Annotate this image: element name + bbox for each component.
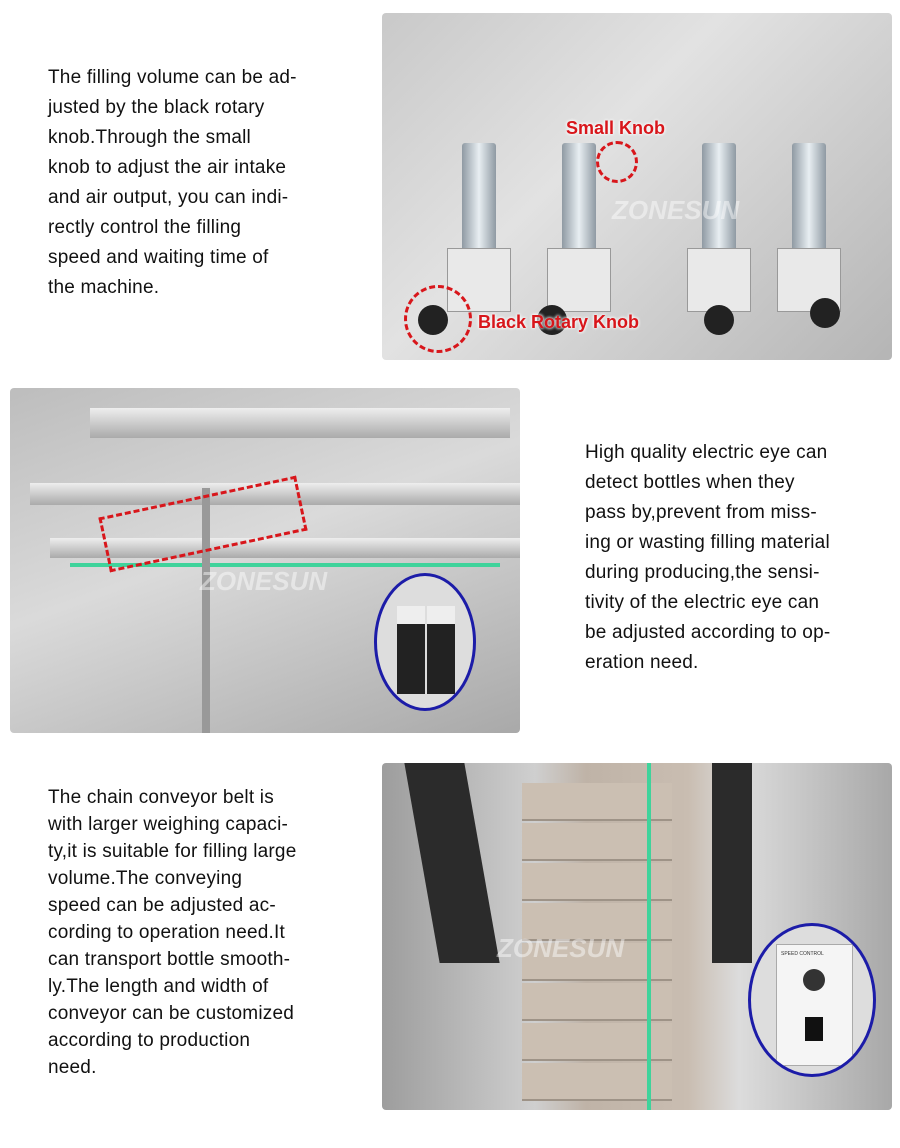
small-knob-label: Small Knob <box>566 118 666 138</box>
text-line: and air output, you can indi- <box>48 187 289 208</box>
speed-control-closeup <box>748 923 876 1077</box>
electric-eye-closeup <box>374 573 476 711</box>
text-line: volume.The conveying <box>48 868 243 889</box>
text-line: eration need. <box>585 652 699 673</box>
speed-dial <box>803 969 825 991</box>
electric-eye-description <box>585 438 830 678</box>
text-line: ty,it is suitable for filling large <box>48 841 297 862</box>
watermark: ZONESUN <box>612 195 740 225</box>
plate <box>687 248 751 312</box>
text-line: knob.Through the small <box>48 127 251 148</box>
electric-eye-photo <box>10 388 520 733</box>
text-line: during producing,the sensi- <box>585 562 820 583</box>
text-line: speed and waiting time of <box>48 247 269 268</box>
sensor <box>427 606 455 694</box>
text-line: can transport bottle smooth- <box>48 949 291 970</box>
power-switch <box>805 1017 823 1041</box>
guide-bracket <box>404 763 499 963</box>
cylinder <box>462 143 496 263</box>
text-line: knob to adjust the air intake <box>48 157 287 178</box>
watermark: ZONESUN <box>200 566 328 596</box>
black-rotary-knob <box>810 298 840 328</box>
small-knob-highlight <box>596 141 638 183</box>
cylinder <box>562 143 596 263</box>
text-line: High quality electric eye can <box>585 442 828 463</box>
text-line: speed can be adjusted ac- <box>48 895 276 916</box>
chain-conveyor-photo <box>382 763 892 1110</box>
text-line: cording to operation need.It <box>48 922 285 943</box>
plate <box>547 248 611 312</box>
text-line: conveyor can be customized <box>48 1003 294 1024</box>
text-line: be adjusted according to op- <box>585 622 831 643</box>
speed-control-panel <box>776 944 853 1066</box>
guide-bracket <box>712 763 752 963</box>
black-rotary-knob-label: Black Rotary Knob <box>478 312 640 332</box>
text-line: The filling volume can be ad- <box>48 67 297 88</box>
text-line: rectly control the filling <box>48 217 242 238</box>
frame-bar <box>90 408 510 438</box>
text-line: The chain conveyor belt is <box>48 787 274 808</box>
black-rotary-knob <box>704 305 734 335</box>
text-line: ly.The length and width of <box>48 976 269 997</box>
text-line: need. <box>48 1057 97 1078</box>
text-line: the machine. <box>48 277 160 298</box>
text-line: with larger weighing capaci- <box>48 814 289 835</box>
filling-volume-description <box>48 63 297 303</box>
rotary-knob-highlight <box>404 285 472 353</box>
text-line: justed by the black rotary <box>48 97 265 118</box>
text-line: pass by,prevent from miss- <box>585 502 817 523</box>
cylinder <box>792 143 826 263</box>
text-line: according to production <box>48 1030 251 1051</box>
sensor <box>397 606 425 694</box>
conveyor-edge <box>647 763 651 1110</box>
text-line: detect bottles when they <box>585 472 795 493</box>
text-line: ing or wasting filling material <box>585 532 830 553</box>
watermark: ZONESUN <box>497 933 625 963</box>
conveyor-description <box>48 784 296 1081</box>
speed-control-label: SPEED CONTROL <box>781 951 824 957</box>
text-line: tivity of the electric eye can <box>585 592 820 613</box>
filling-cylinders-photo <box>382 13 892 360</box>
